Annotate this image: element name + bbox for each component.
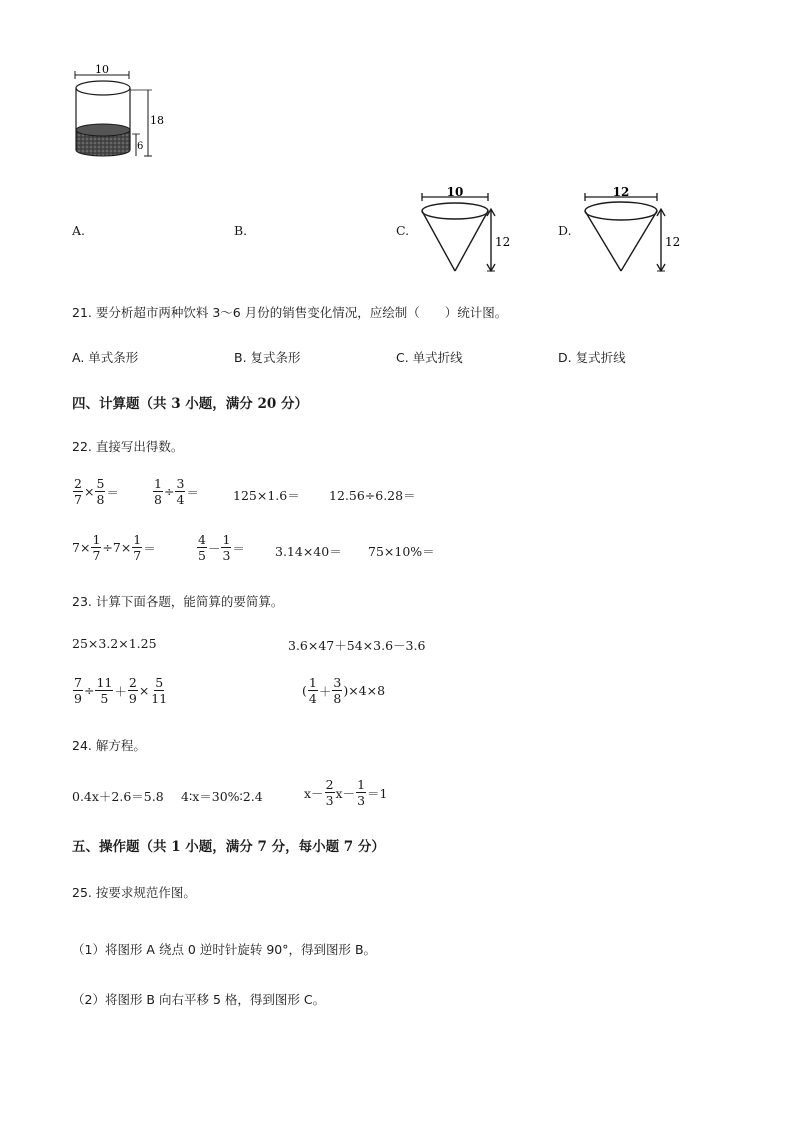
- q25-part1: （1）将图形 A 绕点 0 逆时针旋转 90°，得到图形 B。: [72, 942, 377, 957]
- q22-row1-expr2: $\frac{1}{8}$ ÷ $\frac{3}{4}$ ＝: [154, 476, 199, 507]
- option-c: C.: [396, 223, 410, 238]
- option-d: D.: [558, 223, 572, 238]
- cone-d-height-label: 12: [665, 235, 681, 249]
- cylinder-diameter-label: 10: [95, 63, 109, 76]
- q23-expr2: 3.6×47＋54×3.6－3.6: [288, 638, 426, 653]
- q23-stem: 23. 计算下面各题，能简算的要简算。: [72, 594, 284, 609]
- cone-d-figure: [578, 182, 688, 277]
- q25-stem: 25. 按要求规范作图。: [72, 885, 196, 900]
- q23-expr3: $\frac{7}{9}$ ÷ $\frac{11}{5}$ ＋ $\frac{2}{9}$ × $\frac{5}{11}$: [74, 675, 168, 706]
- q24-stem: 24. 解方程。: [72, 738, 146, 753]
- q22-row1-expr3: 125×1.6＝: [233, 488, 300, 503]
- q21-option-d: D. 复式折线: [558, 350, 626, 365]
- q21-option-c: C. 单式折线: [396, 350, 463, 365]
- q22-row2-expr1: 7× $\frac{1}{7}$ ÷7× $\frac{1}{7}$ ＝: [72, 532, 156, 563]
- q23-expr1: 25×3.2×1.25: [72, 636, 157, 651]
- q24-expr2: 4∶x＝30%∶2.4: [181, 789, 263, 804]
- cylinder-water-label: 6: [137, 141, 144, 152]
- q22-row2-expr2: $\frac{4}{5}$ － $\frac{1}{3}$ ＝: [198, 532, 245, 563]
- option-a: A.: [72, 223, 86, 238]
- q22-row1-expr1: $\frac{2}{7}$ × $\frac{5}{8}$ ＝: [74, 476, 119, 507]
- q24-expr1: 0.4x＋2.6＝5.8: [72, 789, 164, 804]
- cylinder-figure: [66, 62, 176, 162]
- cone-c-top-label: 10: [446, 185, 464, 199]
- q22-row2-expr4: 75×10%＝: [368, 544, 435, 559]
- option-b: B.: [234, 223, 248, 238]
- q23-expr4: ( $\frac{1}{4}$ ＋ $\frac{3}{8}$ ) ×4×8: [302, 675, 386, 706]
- q21-option-b: B. 复式条形: [234, 350, 301, 365]
- cone-c-figure: [415, 182, 520, 277]
- cone-d-top-label: 12: [612, 185, 630, 199]
- section-4-title: 四、计算题（共 3 小题，满分 20 分）: [72, 396, 308, 412]
- cylinder-height-label: 18: [150, 114, 164, 127]
- section-5-title: 五、操作题（共 1 小题，满分 7 分，每小题 7 分）: [72, 839, 385, 855]
- q22-row1-expr4: 12.56÷6.28＝: [329, 488, 416, 503]
- cone-c-height-label: 12: [495, 235, 511, 249]
- q25-part2: （2）将图形 B 向右平移 5 格，得到图形 C。: [72, 992, 326, 1007]
- q24-expr3: x－ $\frac{2}{3}$ x－ $\frac{1}{3}$ ＝1: [304, 777, 388, 808]
- q22-stem: 22. 直接写出得数。: [72, 439, 184, 454]
- q21-stem: 21. 要分析超市两种饮料 3～6 月份的销售变化情况，应绘制（ ）统计图。: [72, 305, 508, 320]
- q22-row2-expr3: 3.14×40＝: [275, 544, 342, 559]
- q21-option-a: A. 单式条形: [72, 350, 139, 365]
